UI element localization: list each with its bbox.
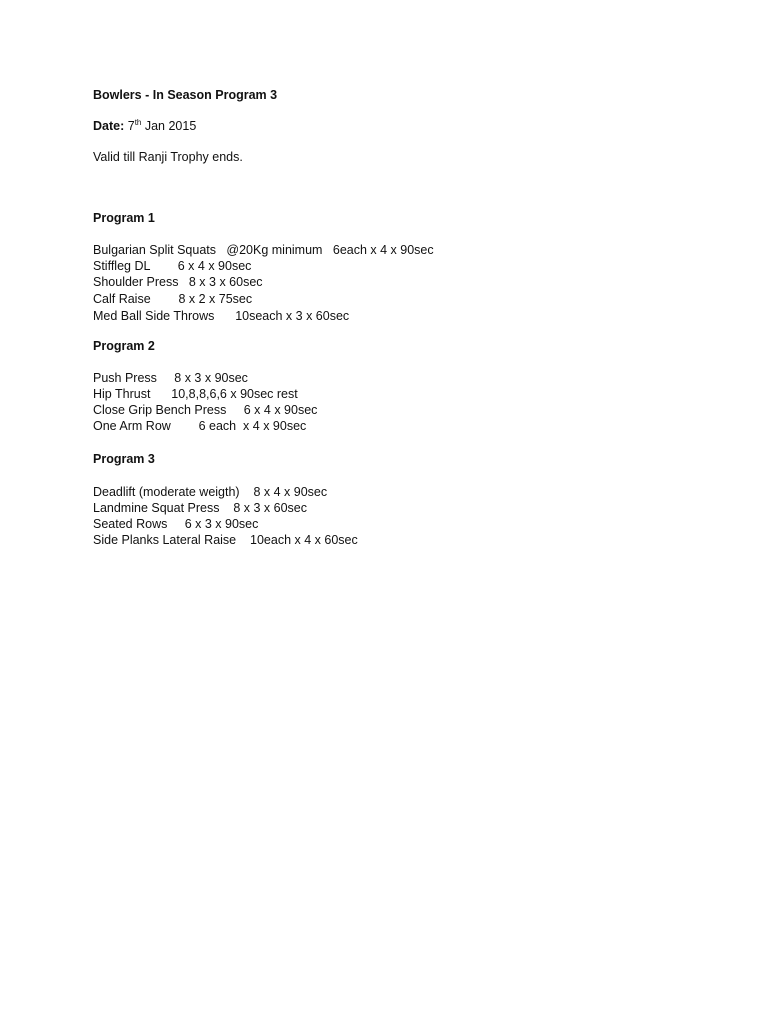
program-1-exercise: Bulgarian Split Squats @20Kg minimum 6each x 4 x 90sec — [93, 243, 434, 257]
document-title: Bowlers - In Season Program 3 — [93, 88, 278, 102]
program-3-exercise: Seated Rows 6 x 3 x 90sec — [93, 517, 259, 531]
program-3-exercise: Deadlift (moderate weigth) 8 x 4 x 90sec — [93, 485, 328, 499]
program-1-exercise: Stiffleg DL 6 x 4 x 90sec — [93, 259, 252, 273]
program-2-exercise: One Arm Row 6 each x 4 x 90sec — [93, 419, 307, 433]
program-2-exercise: Push Press 8 x 3 x 90sec — [93, 371, 248, 385]
program-1-exercise: Shoulder Press 8 x 3 x 60sec — [93, 275, 263, 289]
date-month-year: Jan 2015 — [141, 119, 197, 133]
validity-note: Valid till Ranji Trophy ends. — [93, 150, 243, 164]
program-3-heading: Program 3 — [93, 452, 155, 466]
program-2-exercise: Close Grip Bench Press 6 x 4 x 90sec — [93, 403, 318, 417]
program-3-exercise: Landmine Squat Press 8 x 3 x 60sec — [93, 501, 308, 515]
program-2-exercise: Hip Thrust 10,8,8,6,6 x 90sec rest — [93, 387, 298, 401]
date-suffix: th — [134, 118, 142, 127]
program-3-exercise: Side Planks Lateral Raise 10each x 4 x 60sec — [93, 533, 358, 547]
program-2-heading: Program 2 — [93, 339, 155, 353]
program-1-heading: Program 1 — [93, 211, 155, 225]
date-label: Date: — [93, 119, 125, 133]
program-1-exercise: Calf Raise 8 x 2 x 75sec — [93, 292, 253, 306]
date-day: 7 — [124, 119, 135, 133]
program-1-exercise: Med Ball Side Throws 10seach x 3 x 60sec — [93, 309, 350, 323]
document-date — [93, 118, 196, 134]
